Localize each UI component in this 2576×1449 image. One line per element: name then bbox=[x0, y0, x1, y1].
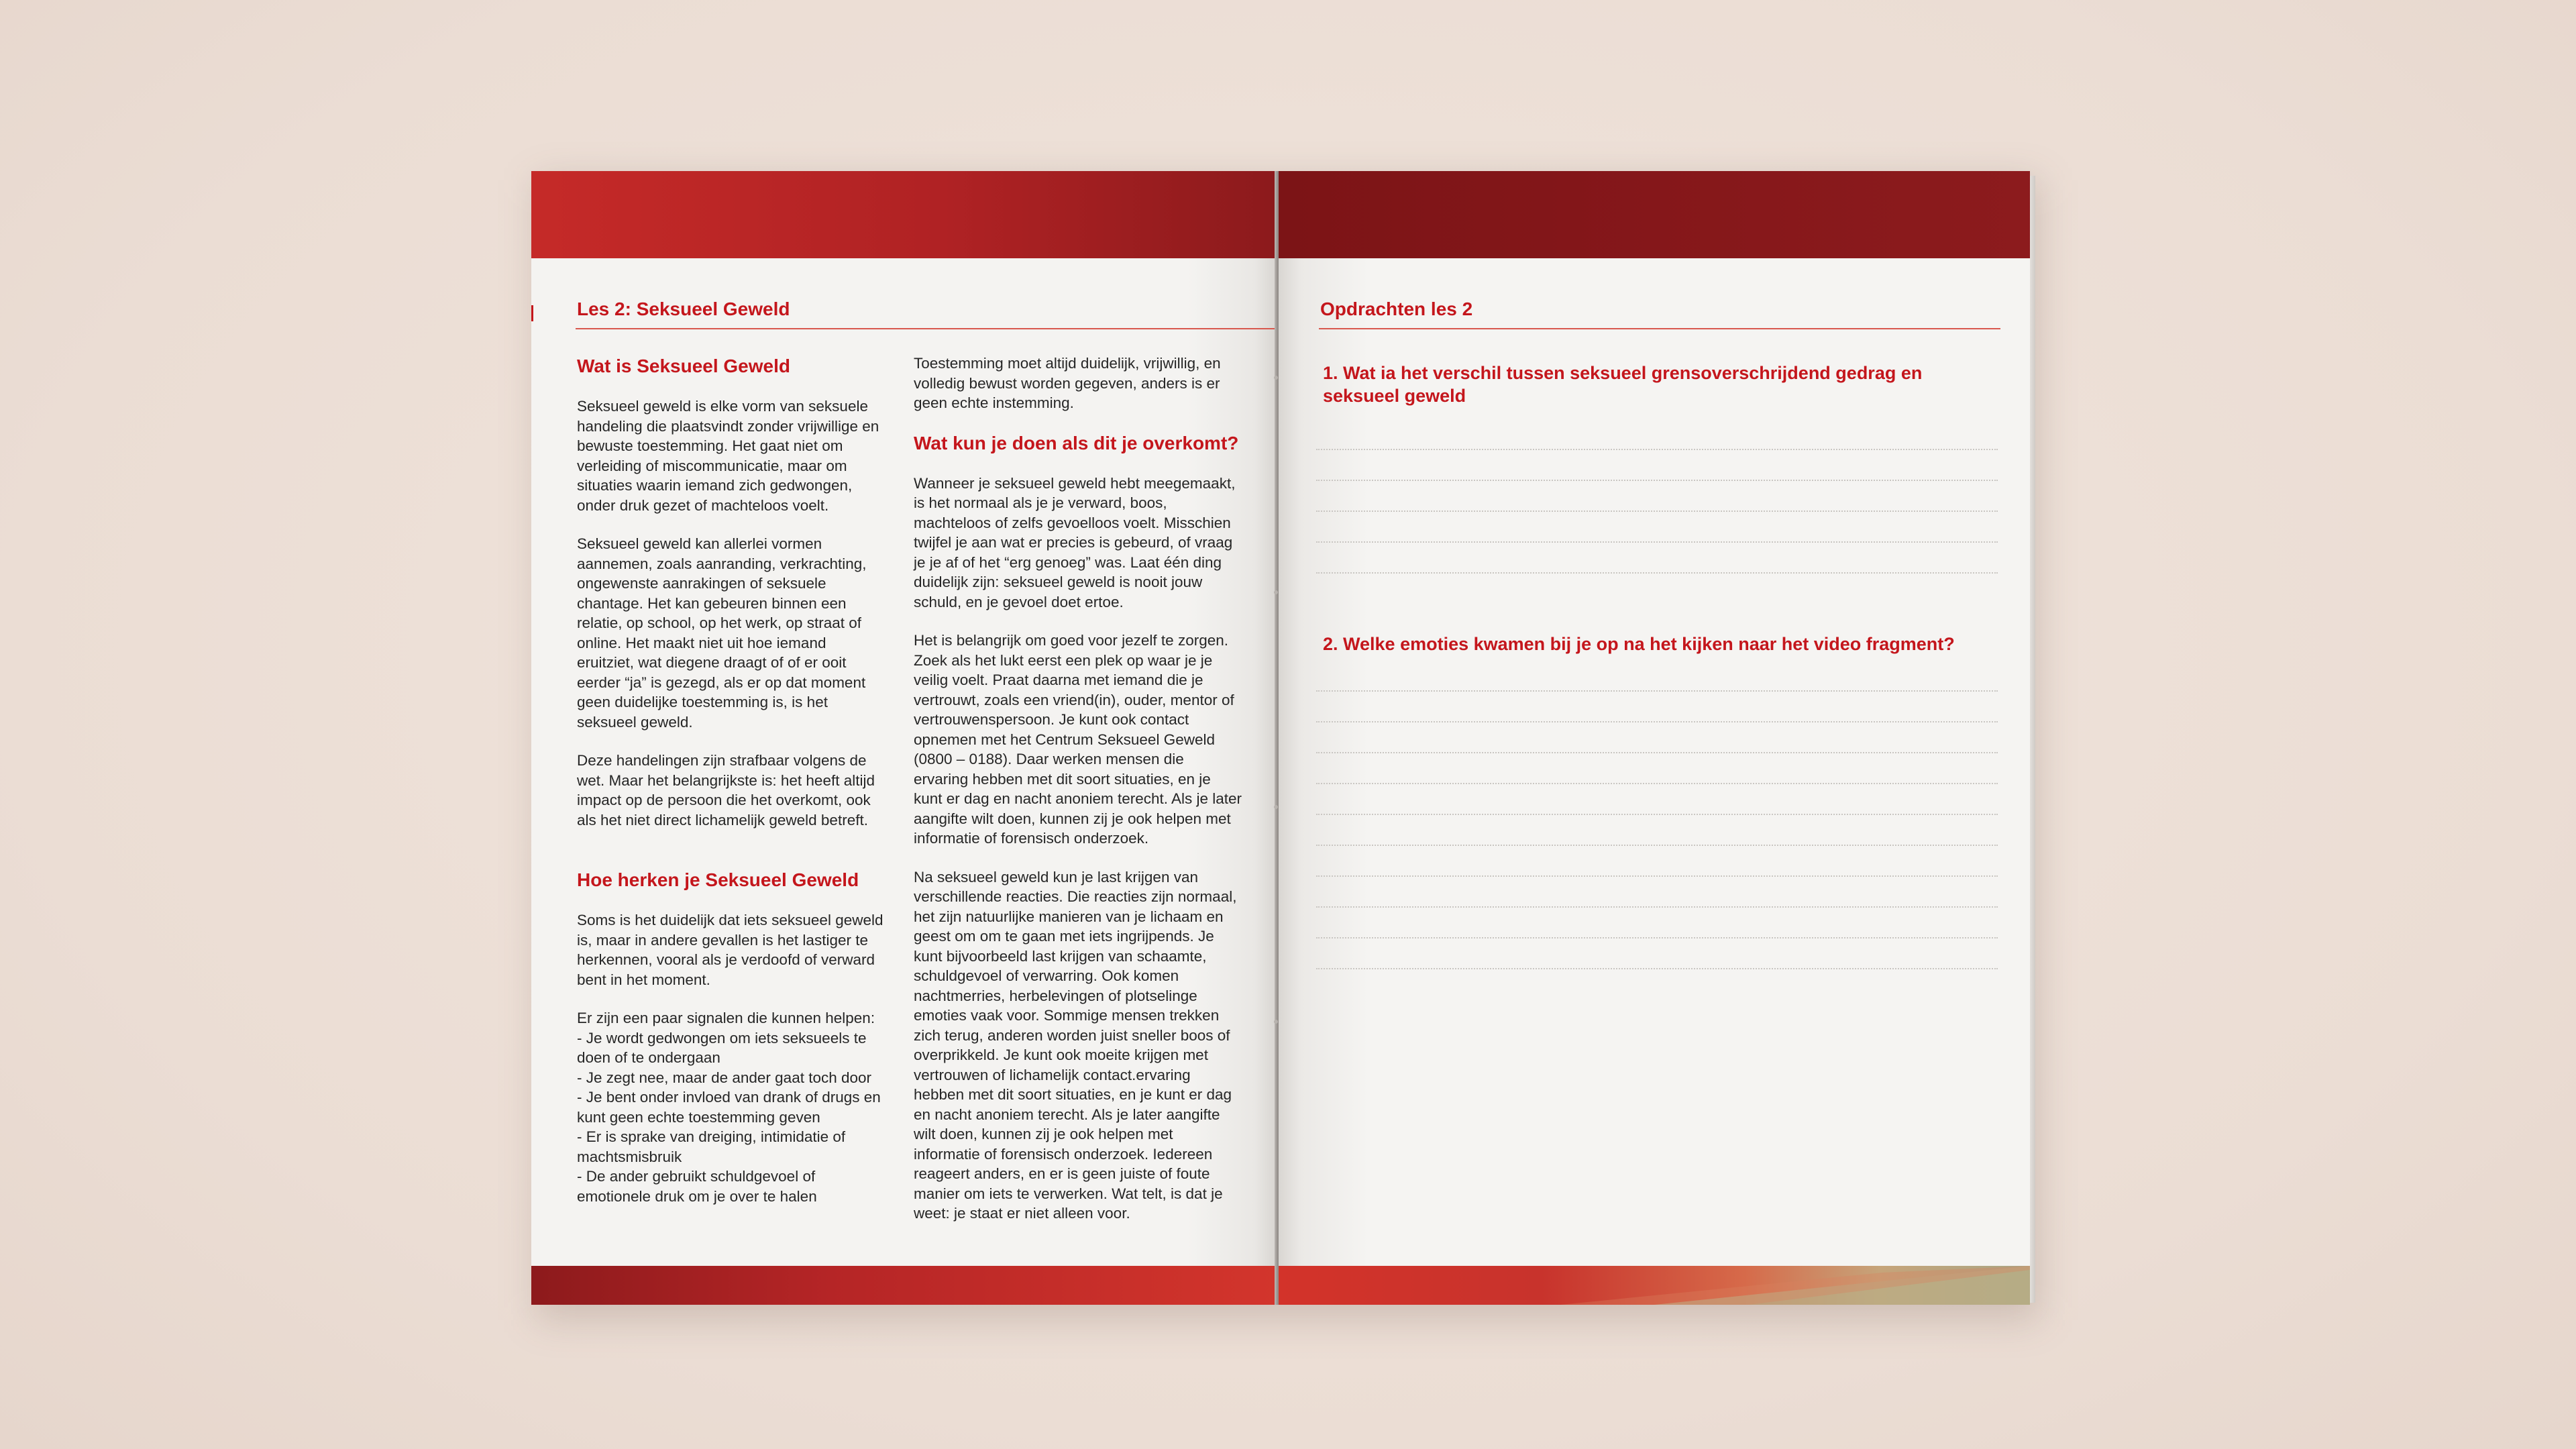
right-bottom-band bbox=[1279, 1266, 2030, 1305]
left-top-band bbox=[531, 171, 1277, 258]
right-top-band bbox=[1279, 171, 2030, 258]
paragraph: Soms is het duidelijk dat iets seksueel geweld is, maar in andere gevallen is het lastiger te herkennen, vooral als je verdoofd of verward bent in het moment. bbox=[577, 912, 883, 988]
right-page bbox=[1279, 171, 2030, 1305]
left-margin-mark bbox=[531, 305, 533, 321]
answer-line[interactable] bbox=[1316, 968, 1998, 969]
stitch bbox=[1274, 590, 1278, 594]
answer-line[interactable] bbox=[1316, 541, 1998, 543]
answer-line[interactable] bbox=[1316, 783, 1998, 784]
answer-line[interactable] bbox=[1316, 937, 1998, 938]
paragraph: Toestemming moet altijd duidelijk, vrijwillig, en volledig bewust worden gegeven, anders is er geen echte instemming. bbox=[914, 355, 1221, 411]
question-2: 2. Welke emoties kwamen bij je op na het kijken naar het video fragment? bbox=[1323, 634, 1955, 654]
heading-hoe-herken: Hoe herken je Seksueel Geweld bbox=[577, 869, 859, 890]
answer-line[interactable] bbox=[1316, 572, 1998, 574]
answer-line[interactable] bbox=[1316, 690, 1998, 692]
paragraph: Wanneer je seksueel geweld hebt meegemaakt, is het normaal als je je verward, boos, machteloos of zelfs gevoelloos voelt. Misschien twijfel je aan wat er precies is gebeurd, of vraag je je af of het “erg genoeg” was. Laat één ding duidelijk zijn: seksueel geweld is nooit jouw schuld, en je gevoel doet ertoe. bbox=[914, 474, 1236, 610]
paragraph: Seksueel geweld kan allerlei vormen aannemen, zoals aanranding, verkrachting, ongewenste aanrakingen of seksuele chantage. Het kan gebeuren binnen een relatie, op school, op het werk, op straat of online. Het maakt niet uit hoe iemand eruitziet, wat diegene draagt of of er ooit eerder “ja” is gezegd, als er op dat moment geen duidelijke toestemming is, is het seksueel geweld. bbox=[577, 535, 867, 731]
stitch bbox=[1274, 1020, 1278, 1024]
left-title-rule bbox=[576, 328, 1277, 329]
answer-line[interactable] bbox=[1316, 906, 1998, 908]
answer-line[interactable] bbox=[1316, 814, 1998, 815]
answer-line[interactable] bbox=[1316, 449, 1998, 450]
paragraph: Seksueel geweld is elke vorm van seksuele handeling die plaatsvindt zonder vrijwillige en bewuste toestemming. Het gaat niet om verleiding of miscommunicatie, maar om situaties waarin iemand zich gedwongen, onder druk gezet of machteloos voelt. bbox=[577, 398, 879, 514]
answer-line[interactable] bbox=[1316, 875, 1998, 877]
left-column-2 bbox=[914, 354, 1242, 1242]
heading-wat-is: Wat is Seksueel Geweld bbox=[577, 356, 790, 376]
left-page-title: Les 2: Seksueel Geweld bbox=[577, 299, 790, 319]
right-title-rule bbox=[1319, 328, 2000, 329]
answer-line[interactable] bbox=[1316, 511, 1998, 512]
stitch bbox=[1274, 805, 1278, 809]
answer-line[interactable] bbox=[1316, 721, 1998, 722]
left-column-1 bbox=[577, 355, 885, 1225]
stitch bbox=[1274, 376, 1278, 380]
signals-list: Er zijn een paar signalen die kunnen helpen: - Je wordt gedwongen om iets seksueels te doen of te ondergaan - Je zegt nee, maar de ander gaat toch door - Je bent onder invloed van drank of drugs en kunt geen echte toestemming geven - Er is sprake van dreiging, intimidatie of machtsmisbruik - De ander gebruikt schuldgevoel of emotionele druk om je over te halen bbox=[577, 1010, 881, 1205]
left-page bbox=[531, 171, 1277, 1305]
paragraph: Na seksueel geweld kun je last krijgen van verschillende reacties. Die reacties zijn normaal, het zijn natuurlijke manieren van je lichaam en geest om om te gaan met iets ingrijpends. Je kunt bijvoorbeeld last krijgen van schaamte, schuldgevoel of verwarring. Ook komen nachtmerries, herbelevingen of plotselinge emoties vaak voor. Sommige mensen trekken zich terug, anderen worden juist sneller boos of overprikkeld. Je kunt ook moeite krijgen met vertrouwen of lichamelijk contact.ervaring hebben met dit soort situaties, en je kunt er dag en nacht anoniem terecht. Als je later aangifte wilt doen, kunnen zij je ook helpen met informatie of forensisch onderzoek. Iedereen reageert anders, en er is geen juiste of foute manier om iets te verwerken. Wat telt, is dat je weet: je staat er niet alleen voor. bbox=[914, 868, 1237, 1222]
left-bottom-band bbox=[531, 1266, 1277, 1305]
page-edge bbox=[2030, 176, 2035, 1303]
paragraph: Het is belangrijk om goed voor jezelf te zorgen. Zoek als het lukt eerst een plek op waar je je veilig voelt. Praat daarna met iemand die je vertrouwt, zoals een vriend(in), ouder, mentor of vertrouwenspersoon. Je kunt ook contact opnemen met het Centrum Seksueel Geweld (0800 – 0188). Daar werken mensen die ervaring hebben met dit soort situaties, en je kunt er dag en nacht anoniem terecht. Als je later aangifte wilt doen, kunnen zij je ook helpen met informatie of forensisch onderzoek. bbox=[914, 632, 1242, 847]
answer-line[interactable] bbox=[1316, 752, 1998, 753]
bottom-band-shape bbox=[1279, 1266, 2030, 1305]
answer-line[interactable] bbox=[1316, 480, 1998, 481]
right-page-title: Opdrachten les 2 bbox=[1320, 299, 1473, 319]
paragraph: Deze handelingen zijn strafbaar volgens de wet. Maar het belangrijkste is: het heeft altijd impact op de persoon die het overkomt, ook als het niet direct lichamelijk geweld betreft. bbox=[577, 752, 875, 828]
heading-wat-kun-je-doen: Wat kun je doen als dit je overkomt? bbox=[914, 432, 1239, 453]
answer-line[interactable] bbox=[1316, 845, 1998, 846]
question-1: 1. Wat ia het verschil tussen seksueel grensoverschrijdend gedrag en seksueel geweld bbox=[1323, 363, 1923, 406]
